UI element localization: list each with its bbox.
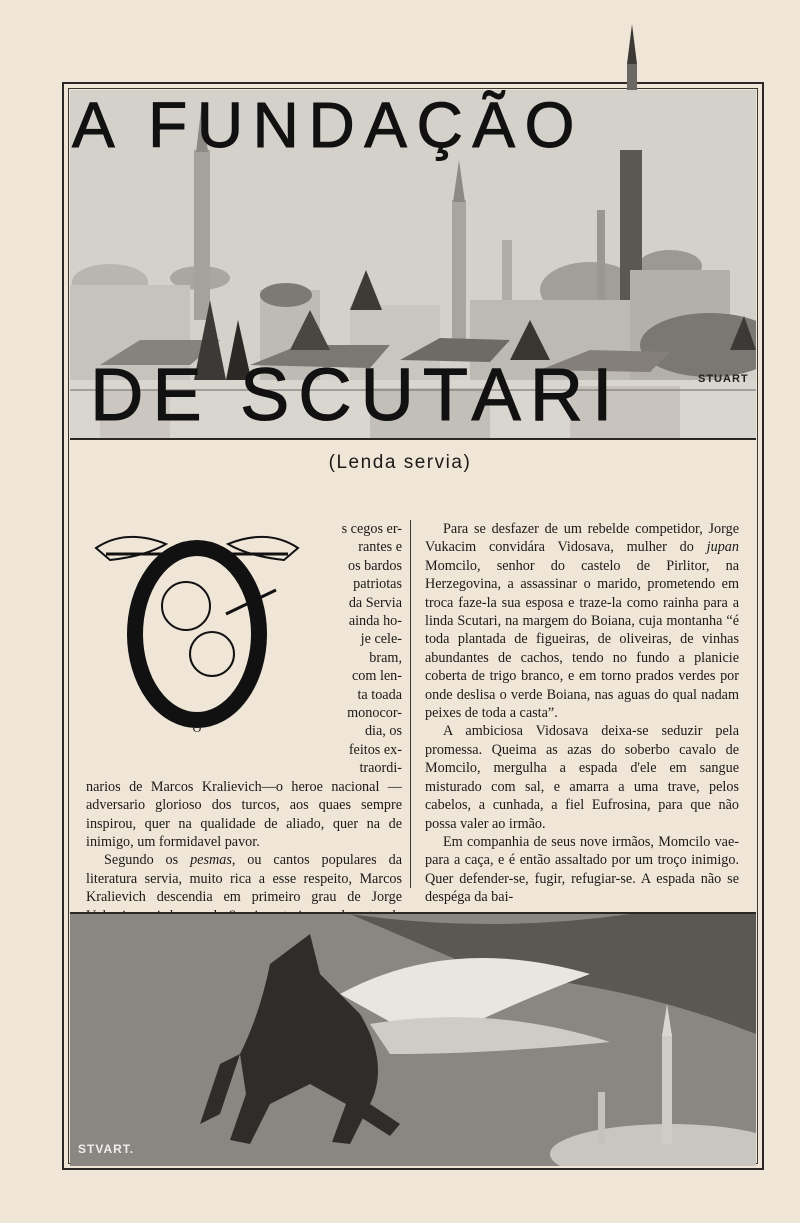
drop-line-13: feitos ex- [348,741,402,758]
subtitle: (Lenda servia) [328,452,472,473]
drop-line-2: rantes e [358,539,402,556]
column-divider [410,520,411,888]
drop-line-10: ta toada [357,686,402,703]
drop-line-9: com len- [351,668,402,685]
bottom-artist-signature: STVART. [78,1142,135,1156]
paragraph-right-3: Em companhia de seus nove irmãos, Momcilo vae-para a caça, e é então assaltado por um troço inimigo. Quer defender-se, fugir, refugiar-se. A espada não se despéga da bai- [425,833,739,906]
drop-line-5: da Servia [348,594,402,611]
drop-line-6: ainda ho- [348,613,402,630]
drop-line-7: je cele- [360,631,402,648]
drop-line-12: dia, os [364,723,402,740]
drop-line-3: os bardos [348,557,402,574]
drop-line-14: traordi- [359,760,402,777]
title-line-2: DE SCUTARI [90,353,622,436]
ornamental-initial-o [86,514,308,736]
drop-line-8: bram, [369,649,402,666]
article-column-right [425,520,739,907]
drop-line-1: s cegos er- [341,521,402,537]
initial-letter: O [192,721,202,735]
drop-line-4: patriotas [353,576,402,593]
paragraph-left-2: Segundo os pesmas, ou cantos populares da literatura servia, muito rica a esse respeito, Marcos Kralievich descendia em primeiro grau de Jorge [86,852,402,906]
paragraph-left-1: narios de Marcos Kralievich—o heroe nacional — adversario glorioso dos turcos, aos quaes sempre inspirou, quer na qualidade de aliado, quer na de inimigo, um formidavel pavor. [86,778,402,850]
artist-signature: STUART [698,373,749,385]
title-line-1: A FUNDAÇÃO [72,89,585,161]
article-column-left [86,520,402,943]
paragraph-right-1: Para se desfazer de um rebelde competidor, Jorge Vukacim convidára Vidosava, mulher do jupan Momcilo, senhor do castelo de Pirlitor, na Herzegovina, a assassinar o marido, prometendo em troca faze-la sua esposa e traze-la como rainha para a linda Scutari, na margem do Boiana, cuja montanha “é toda plantada de figueiras, de oliveiras, de vinhas abundantes de cachos, tendo no fundo a planicie coberta de trigo branco, e em torno prados verdes por onde deslisa o verde Boiana, nas aguas do qual nadam peixes de toda a casta”. [425,521,739,722]
pegasus-illustration [70,912,756,1166]
drop-line-11: monocor- [347,705,402,722]
paragraph-right-2: A ambiciosa Vidosava deixa-se seduzir pela promessa. Queima as azas do soberbo cavalo de Momcilo, mergulha a espada d'ele em sangue misturado com sal, e amarra a uma trave, pelos cabelos, a cunhada, a fiel Eufrosina, para que não possa valer ao irmão. [425,723,739,832]
